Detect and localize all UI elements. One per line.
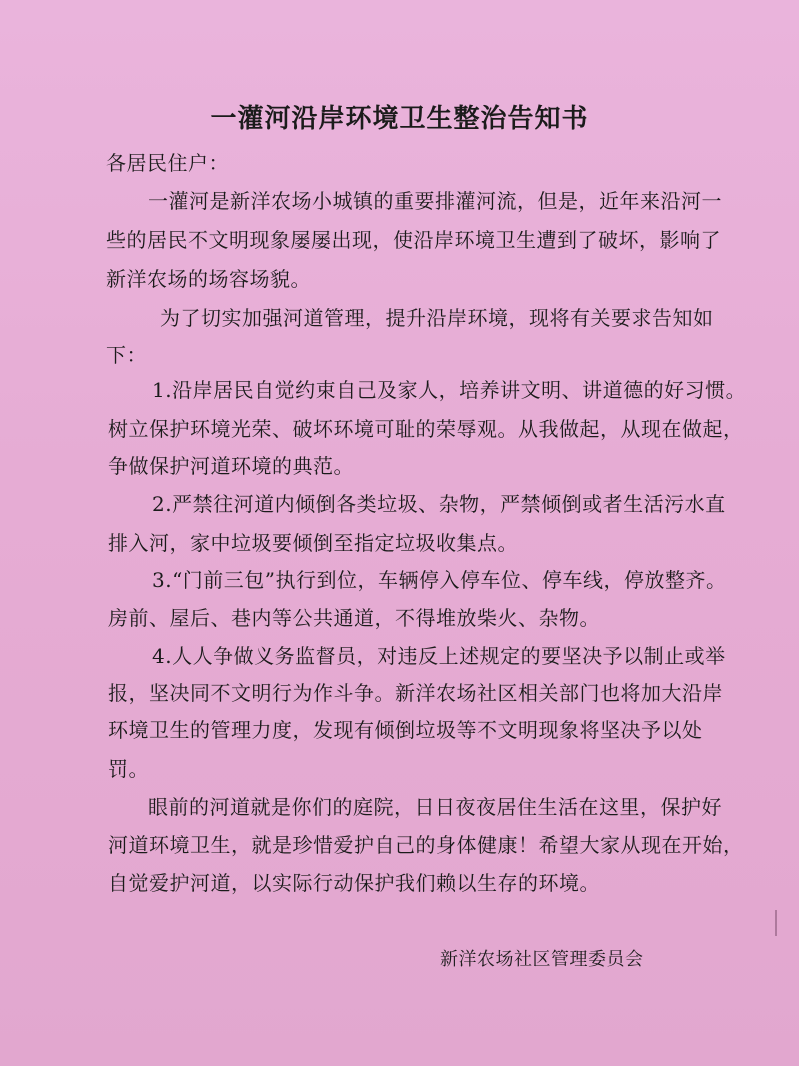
item-3-line-1: 3.“门前三包”执行到位，车辆停入停车位、停车线，停放整齐。	[152, 568, 727, 592]
item-2-line-1: 2.严禁往河道内倾倒各类垃圾、杂物，严禁倾倒或者生活污水直	[152, 492, 726, 516]
item-1-line-3: 争做保护河道环境的典范。	[108, 454, 354, 478]
intro-line-3: 新洋农场的场容场貌。	[106, 267, 311, 291]
closing-line-1: 眼前的河道就是你们的庭院，日日夜夜居住生活在这里，保护好	[148, 795, 722, 819]
intro-line-2: 些的居民不文明现象屡屡出现，使沿岸环境卫生遭到了破坏，影响了	[106, 228, 721, 252]
item-3-line-2: 房前、屋后、巷内等公共通道，不得堆放柴火、杂物。	[108, 606, 600, 630]
item-4-line-2: 报，坚决同不文明行为作斗争。新洋农场社区相关部门也将加大沿岸	[108, 681, 723, 705]
item-1-line-1: 1.沿岸居民自觉约束自己及家人，培养讲文明、讲道德的好习惯。	[152, 378, 747, 402]
greeting: 各居民住户：	[106, 151, 229, 175]
paper-edge-mark	[775, 910, 777, 936]
item-2-line-2: 排入河，家中垃圾要倾倒至指定垃圾收集点。	[108, 531, 518, 555]
purpose-line-2: 下：	[106, 343, 147, 367]
item-4-line-4: 罚。	[108, 757, 149, 781]
item-1-line-2: 树立保护环境光荣、破坏环境可耻的荣辱观。从我做起，从现在做起，	[108, 417, 744, 441]
purpose-line-1: 为了切实加强河道管理，提升沿岸环境，现将有关要求告知如	[160, 306, 714, 330]
item-4-line-1: 4.人人争做义务监督员，对违反上述规定的要坚决予以制止或举	[152, 644, 726, 668]
signature: 新洋农场社区管理委员会	[440, 949, 644, 970]
intro-line-1: 一灌河是新洋农场小城镇的重要排灌河流，但是，近年来沿河一	[148, 189, 722, 213]
notice-title: 一灌河沿岸环境卫生整治告知书	[210, 104, 589, 134]
closing-line-2: 河道环境卫生，就是珍惜爱护自己的身体健康！希望大家从现在开始，	[108, 833, 744, 857]
item-4-line-3: 环境卫生的管理力度，发现有倾倒垃圾等不文明现象将坚决予以处	[108, 718, 703, 742]
closing-line-3: 自觉爱护河道，以实际行动保护我们赖以生存的环境。	[108, 871, 600, 895]
